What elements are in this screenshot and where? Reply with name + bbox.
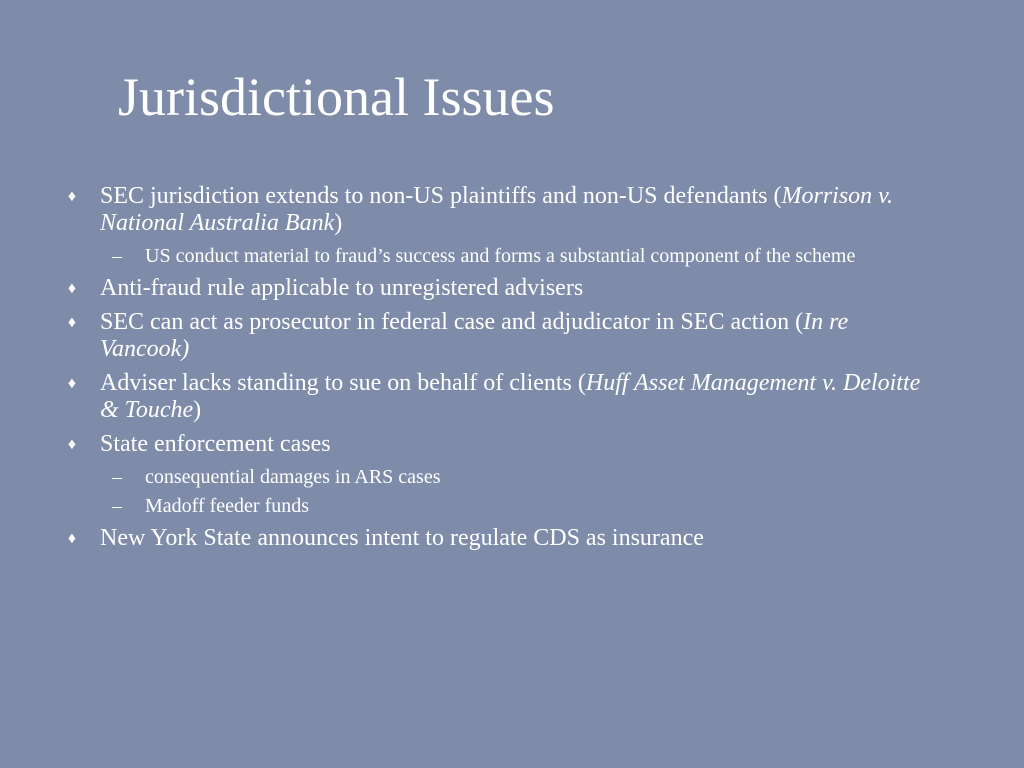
bullet-item [62,370,922,424]
sub-bullet-item [62,494,922,518]
bullet-text-end: ) [334,210,343,236]
diamond-bullet-icon: ♦ [67,436,77,453]
diamond-bullet-icon: ♦ [67,188,77,205]
bullet-text: New York State announces intent to regulate CDS as insurance [100,525,704,551]
bullet-item [62,431,922,458]
dash-bullet-icon: – [112,466,122,488]
case-citation: In re Vancook) [100,309,849,362]
case-citation: Huff Asset Management v. Deloitte & Touche [100,370,921,423]
dash-bullet-icon: – [112,245,122,267]
diamond-bullet-icon: ♦ [67,280,77,297]
diamond-bullet-icon: ♦ [67,530,77,547]
bullet-item [62,309,922,363]
bullet-item [62,275,922,302]
diamond-bullet-icon: ♦ [67,314,77,331]
bullet-text: Adviser lacks standing to sue on behalf of clients ( [100,370,586,396]
dash-bullet-icon: – [112,495,122,517]
bullet-text: SEC can act as prosecutor in federal case and adjudicator in SEC action ( [100,309,804,335]
slide-title: Jurisdictional Issues [118,67,555,127]
sub-bullet-text: US conduct material to fraud’s success and forms a substantial component of the scheme [145,245,856,267]
case-citation: Morrison v. National Australia Bank [100,183,894,236]
bullet-list [62,183,922,559]
sub-bullet-text: Madoff feeder funds [145,495,310,517]
sub-bullet-text: consequential damages in ARS cases [145,466,441,488]
sub-bullet-item [62,465,922,489]
bullet-text: State enforcement cases [100,431,331,457]
bullet-item [62,183,922,237]
bullet-text-end: ) [193,397,202,423]
sub-bullet-item [62,244,922,268]
diamond-bullet-icon: ♦ [67,375,77,392]
bullet-item [62,525,922,552]
bullet-text: Anti-fraud rule applicable to unregistered advisers [100,275,584,301]
bullet-text: SEC jurisdiction extends to non-US plaintiffs and non-US defendants ( [100,183,782,209]
